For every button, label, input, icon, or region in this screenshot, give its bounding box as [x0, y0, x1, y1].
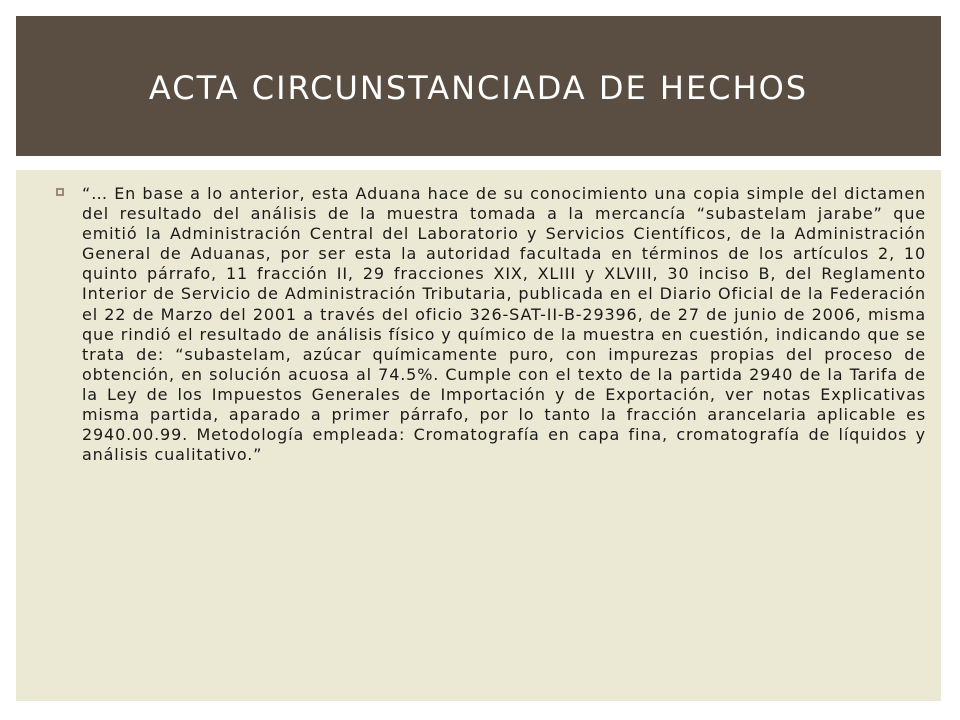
bullet-item	[56, 184, 926, 465]
bullet-text: “… En base a lo anterior, esta Aduana hace de su conocimiento una copia simple del dictamen del resultado del análisis de la muestra tomada a la mercancía “subastelam jarabe” que emitió la Administración Central del Laboratorio y Servicios Científicos, de la Administración General de Aduanas, por ser esta la autoridad facultada en términos de los artículos 2, 10 quinto párrafo, 11 fracción II, 29 fracciones XIX, XLIII y XLVIII, 30 inciso B, del Reglamento Interior de Servicio de Administración Tributaria, publicada en el Diario Oficial de la Federación el 22 de Marzo del 2001 a través del oficio 326-SAT-II-B-29396, de 27 de junio de 2006, misma que rindió el resultado de análisis físico y químico de la muestra en cuestión, indicando que se trata de: “subastelam, azúcar químicamente puro, con impurezas propias del proceso de obtención, en solución acuosa al 74.5%. Cumple con el texto de la partida 2940 de la Tarifa de la Ley de los Impuestos Generales de Importación y de Exportación, ver notas Explicativas misma partida, aparado a primer párrafo, por lo tanto la fracción arancelaria aplicable es 2940.00.99. Metodología empleada: Cromatografía en capa fina, cromatografía de líquidos y análisis cualitativo.”	[82, 184, 926, 465]
slide-title: ACTA CIRCUNSTANCIADA DE HECHOS	[148, 69, 809, 107]
title-bar	[16, 16, 941, 156]
content-panel	[16, 170, 941, 701]
square-bullet-icon	[56, 188, 64, 196]
